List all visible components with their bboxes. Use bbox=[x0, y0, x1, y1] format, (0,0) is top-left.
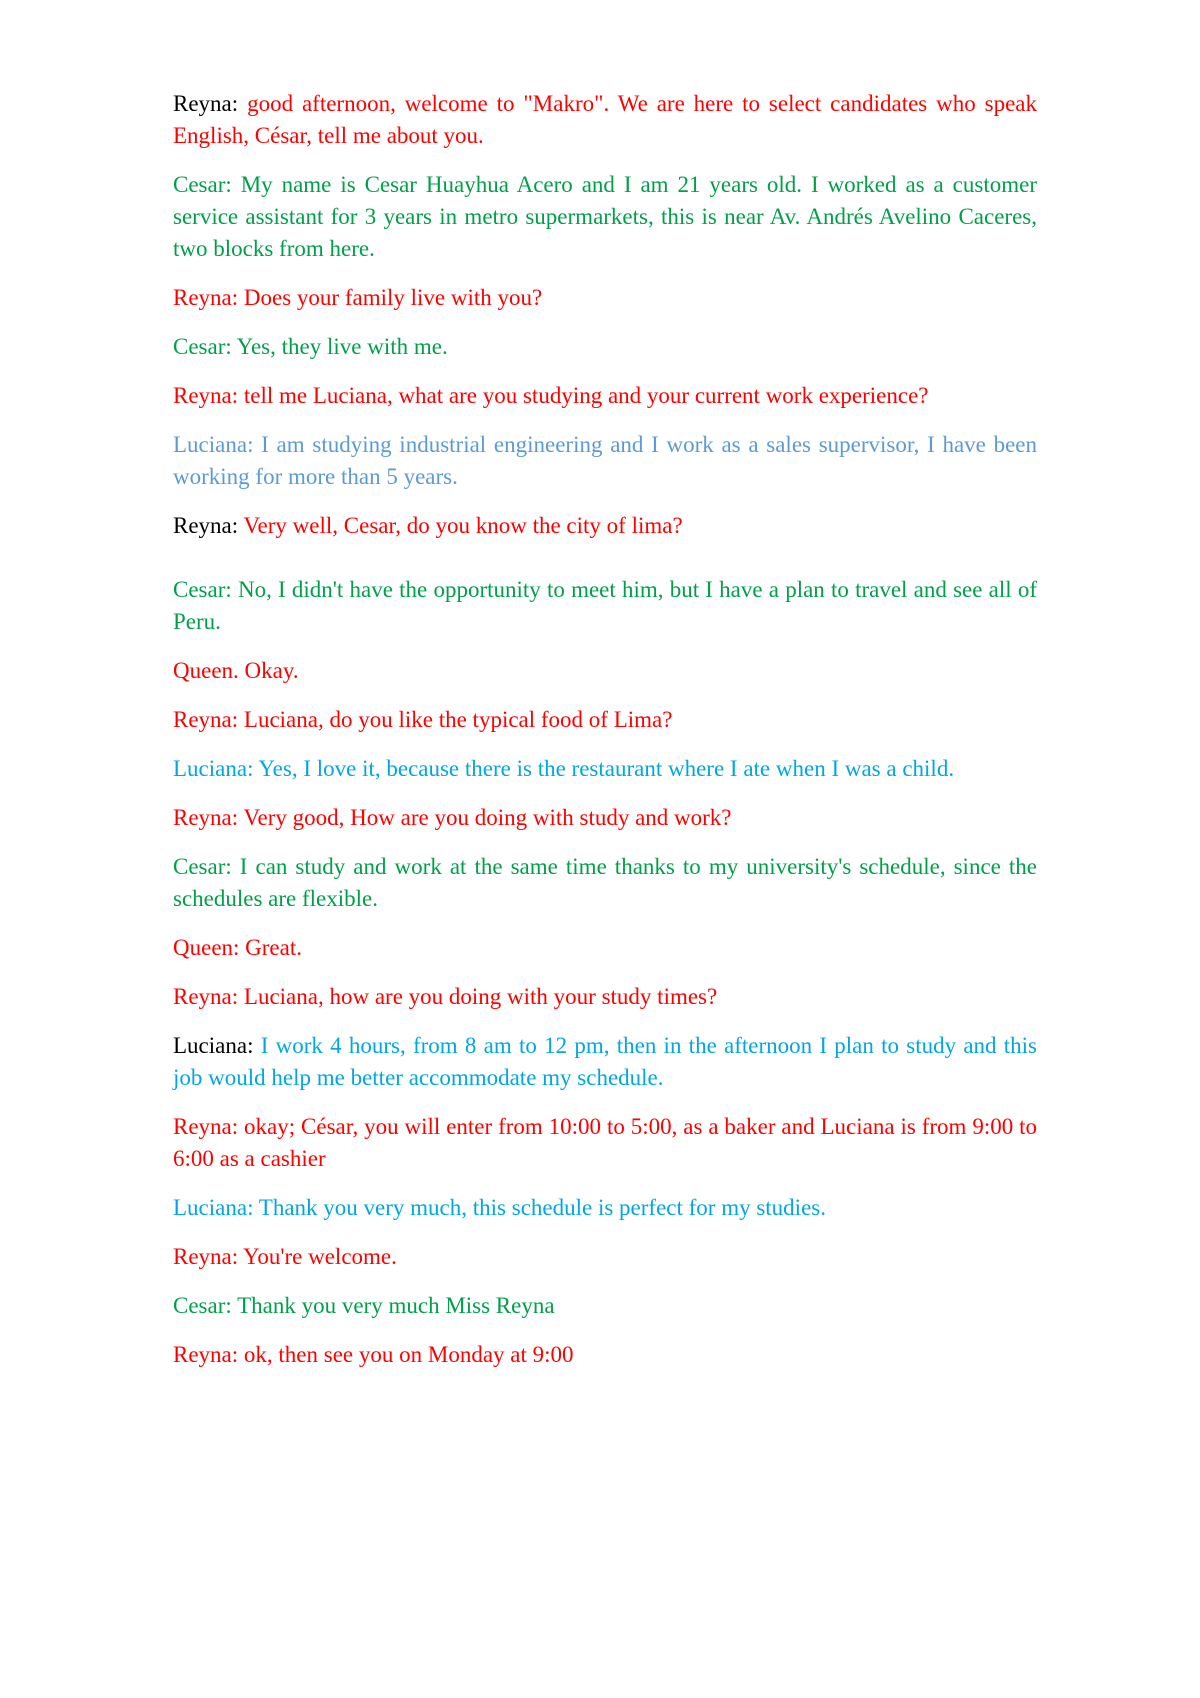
dialogue-line-reyna-goodbye: Reyna: ok, then see you on Monday at 9:00 bbox=[173, 1342, 574, 1367]
speaker-label-reyna: Reyna: bbox=[173, 91, 239, 116]
speaker-label-luciana: Luciana: bbox=[173, 1033, 254, 1058]
dialogue-line-cesar-lima: Cesar: No, I didn't have the opportunity to meet him, but I have a plan to travel and see all of Peru. bbox=[173, 577, 1037, 634]
dialogue-line-reyna-family: Reyna: Does your family live with you? bbox=[173, 285, 543, 310]
dialogue-line-reyna-study-times: Reyna: Luciana, how are you doing with your study times? bbox=[173, 984, 718, 1009]
dialogue-line-luciana-studies: Luciana: I am studying industrial engineering and I work as a sales supervisor, I have been working for more than 5 years. bbox=[173, 432, 1037, 489]
dialogue-line-cesar-study-work: Cesar: I can study and work at the same time thanks to my university's schedule, since the schedules are flexible. bbox=[173, 854, 1037, 911]
dialogue-line-reyna-ask-luciana: Reyna: tell me Luciana, what are you studying and your current work experience? bbox=[173, 383, 929, 408]
dialogue-line-queen-okay: Queen. Okay. bbox=[173, 658, 299, 683]
dialogue-line-reyna-lima bbox=[173, 510, 1037, 542]
line-text: Very well, Cesar, do you know the city of lima? bbox=[243, 513, 683, 538]
dialogue-line-reyna-study-work: Reyna: Very good, How are you doing with study and work? bbox=[173, 805, 732, 830]
line-text: I work 4 hours, from 8 am to 12 pm, then in the afternoon I plan to study and this job would help me better accommodate my schedule. bbox=[173, 1033, 1037, 1090]
dialogue-line-cesar-thanks: Cesar: Thank you very much Miss Reyna bbox=[173, 1293, 555, 1318]
dialogue-line-luciana-thanks: Luciana: Thank you very much, this schedule is perfect for my studies. bbox=[173, 1195, 826, 1220]
dialogue-body bbox=[173, 88, 1037, 1388]
line-text: good afternoon, welcome to "Makro". We are here to select candidates who speak English, César, tell me about you. bbox=[173, 91, 1038, 148]
dialogue-line-reyna-schedule: Reyna: okay; César, you will enter from 10:00 to 5:00, as a baker and Luciana is from 9:00 to 6:00 as a cashier bbox=[173, 1114, 1037, 1171]
dialogue-line-cesar-family: Cesar: Yes, they live with me. bbox=[173, 334, 448, 359]
dialogue-line-reyna-welcome-reply: Reyna: You're welcome. bbox=[173, 1244, 397, 1269]
dialogue-line-cesar-intro: Cesar: My name is Cesar Huayhua Acero and I am 21 years old. I worked as a customer service assistant for 3 years in metro supermarkets, this is near Av. Andrés Avelino Caceres, two blocks from here. bbox=[173, 172, 1037, 261]
dialogue-line-reyna-welcome bbox=[173, 88, 1037, 152]
dialogue-line-luciana-food: Luciana: Yes, I love it, because there is the restaurant where I ate when I was a child. bbox=[173, 756, 955, 781]
dialogue-line-reyna-food: Reyna: Luciana, do you like the typical food of Lima? bbox=[173, 707, 673, 732]
dialogue-line-luciana-hours bbox=[173, 1030, 1037, 1094]
dialogue-line-queen-great: Queen: Great. bbox=[173, 935, 302, 960]
speaker-label-reyna: Reyna: bbox=[173, 513, 239, 538]
